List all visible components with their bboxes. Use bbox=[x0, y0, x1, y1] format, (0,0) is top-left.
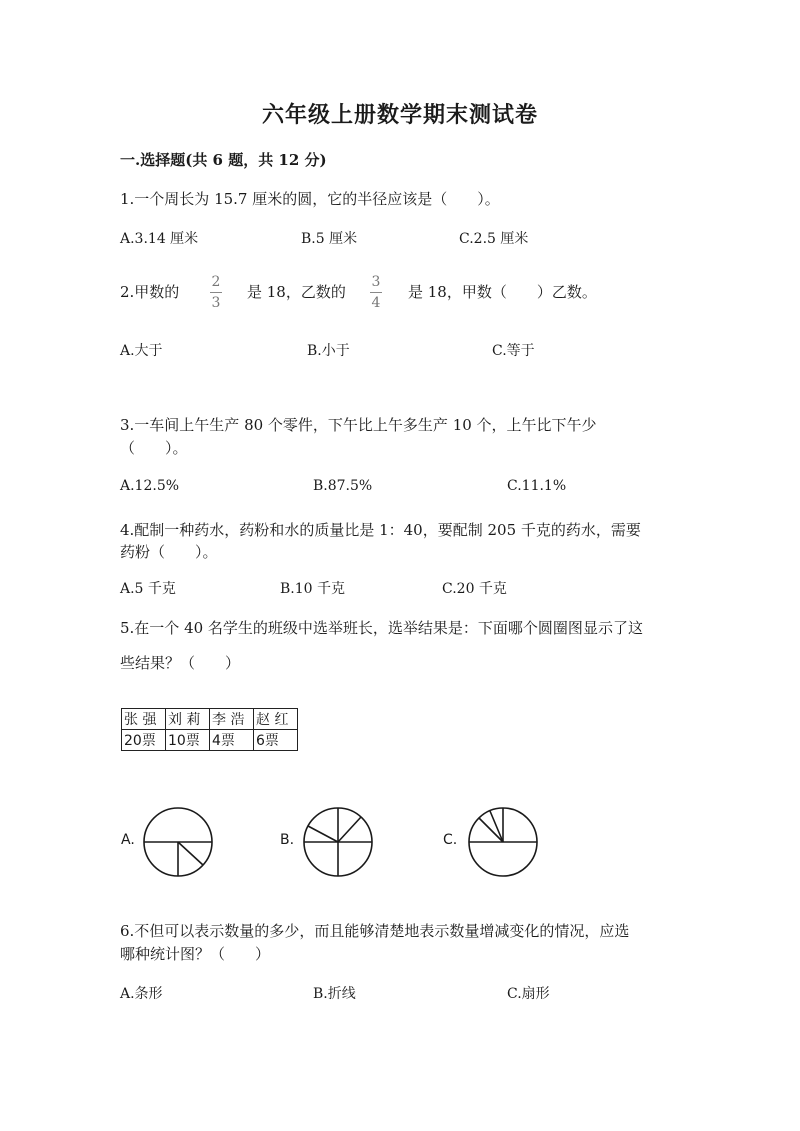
q1-option-b: B.5 厘米 bbox=[301, 231, 358, 247]
q3-option-a: A.12.5% bbox=[120, 478, 180, 494]
q2-fraction-2-numerator: 3 bbox=[371, 274, 381, 290]
q5-option-c-pie bbox=[465, 806, 541, 878]
q2-fraction-1 bbox=[206, 273, 226, 312]
q3-text-line2: （ ）。 bbox=[120, 439, 188, 457]
table-cell-votes: 6票 bbox=[254, 730, 298, 751]
q2-fraction-1-denominator: 3 bbox=[211, 295, 221, 311]
table-row-names bbox=[122, 709, 298, 730]
q3-option-c: C.11.1% bbox=[507, 478, 567, 494]
q6-option-a: A.条形 bbox=[120, 986, 163, 1002]
q1-option-c: C.2.5 厘米 bbox=[459, 231, 529, 247]
section-heading: 一.选择题(共 6 题，共 12 分) bbox=[120, 151, 327, 169]
q6-option-b: B.折线 bbox=[313, 986, 356, 1002]
q5-option-b-pie bbox=[300, 806, 376, 878]
q1-option-a: A.3.14 厘米 bbox=[120, 231, 199, 247]
page-title: 六年级上册数学期末测试卷 bbox=[261, 102, 538, 128]
q1-text: 1.一个周长为 15.7 厘米的圆，它的半径应该是（ ）。 bbox=[120, 190, 500, 208]
q5-option-a-label: A. bbox=[121, 832, 135, 848]
q4-option-c: C.20 千克 bbox=[442, 581, 507, 597]
table-row-votes bbox=[122, 730, 298, 751]
q2-option-a: A.大于 bbox=[120, 343, 163, 359]
q4-option-b: B.10 千克 bbox=[280, 581, 346, 597]
q2-fraction-1-numerator: 2 bbox=[211, 274, 221, 290]
q2-fraction-2-denominator: 4 bbox=[371, 295, 381, 311]
table-cell-votes: 20票 bbox=[122, 730, 166, 751]
q3-option-b: B.87.5% bbox=[313, 478, 373, 494]
q4-text-line2: 药粉（ ）。 bbox=[120, 543, 218, 561]
q6-text-line1: 6.不但可以表示数量的多少，而且能够清楚地表示数量增减变化的情况，应选 bbox=[120, 922, 630, 940]
table-cell-name: 李 浩 bbox=[210, 709, 254, 730]
q5-option-b-label: B. bbox=[280, 832, 295, 848]
q2-text-part2: 是 18，乙数的 bbox=[247, 283, 346, 301]
table-cell-name: 赵 红 bbox=[254, 709, 298, 730]
q2-text-part1: 2.甲数的 bbox=[120, 283, 180, 301]
q6-text-line2: 哪种统计图？（ ） bbox=[120, 945, 271, 963]
table-cell-name: 刘 莉 bbox=[166, 709, 210, 730]
fraction-bar bbox=[210, 292, 222, 293]
table-cell-votes: 4票 bbox=[210, 730, 254, 751]
q4-text-line1: 4.配制一种药水，药粉和水的质量比是 1：40，要配制 205 千克的药水，需要 bbox=[120, 521, 641, 539]
vote-results-table bbox=[121, 708, 298, 751]
q5-option-a-pie bbox=[140, 806, 216, 878]
q2-option-b: B.小于 bbox=[307, 343, 350, 359]
q2-option-c: C.等于 bbox=[492, 343, 535, 359]
q2-fraction-2 bbox=[366, 273, 386, 312]
q4-option-a: A.5 千克 bbox=[120, 581, 176, 597]
table-cell-name: 张 强 bbox=[122, 709, 166, 730]
q2-text-part3: 是 18，甲数（ ）乙数。 bbox=[408, 283, 597, 301]
q5-option-c-label: C. bbox=[443, 832, 458, 848]
table-cell-votes: 10票 bbox=[166, 730, 210, 751]
q5-text-line1: 5.在一个 40 名学生的班级中选举班长，选举结果是：下面哪个圆圈图显示了这 bbox=[120, 619, 643, 637]
q6-option-c: C.扇形 bbox=[507, 986, 550, 1002]
fraction-bar bbox=[370, 292, 382, 293]
q5-text-line2: 些结果？（ ） bbox=[120, 654, 241, 672]
q3-text-line1: 3.一车间上午生产 80 个零件，下午比上午多生产 10 个，上午比下午少 bbox=[120, 416, 597, 434]
